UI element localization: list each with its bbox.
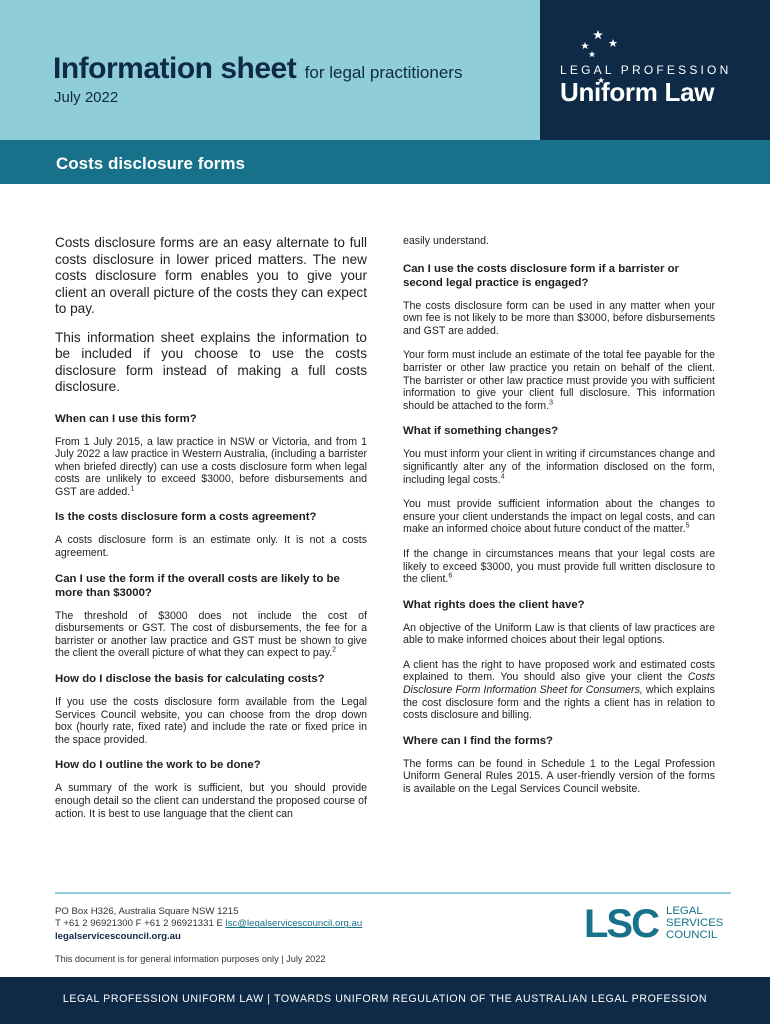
footer-divider bbox=[55, 892, 731, 894]
website-link[interactable]: legalservicescouncil.org.au bbox=[55, 930, 181, 942]
body-paragraph: Your form must include an estimate of the total fee payable for the barrister or other law practice you retain on behalf of the client. The barrister or other law practice must provide you with sufficient information to give your client full disclosure. This information should be attached to the form.$^3$ bbox=[403, 349, 715, 412]
section-heading: When can I use this form? bbox=[55, 412, 197, 425]
section-heading: How do I disclose the basis for calculating costs? bbox=[55, 673, 325, 686]
body-paragraph: If the change in circumstances means that your legal costs are likely to exceed $3000, you must provide full written disclosure to the client.$^6$ bbox=[403, 547, 715, 586]
bottom-banner-text: LEGAL PROFESSION UNIFORM LAW | TOWARDS UNIFORM REGULATION OF THE AUSTRALIAN LEGAL PROFESSION bbox=[62, 993, 708, 1005]
body-paragraph: The forms can be found in Schedule 1 to the Legal Profession Uniform General Rules 2015. A user-friendly version of the forms is available on the Legal Services Council website. bbox=[403, 757, 715, 796]
body-paragraph: The threshold of $3000 does not include the cost of disbursements or GST. The cost of disbursements, the fee for a barrister or another law practice and GST must be shown to give the client the overall picture of what they can expect to pay.$^2$ bbox=[55, 609, 367, 660]
body-paragraph: You must provide sufficient information about the changes to ensure your client understands the impact on legal costs, and can make an informed choice about future conduct of the matter.$^5$ bbox=[403, 498, 715, 536]
lsc-logo-words: LEGAL SERVICES COUNCIL bbox=[666, 905, 724, 941]
section-title: Costs disclosure forms bbox=[56, 154, 245, 173]
intro-paragraph: Costs disclosure forms are an easy alternate to full costs disclosure in lower priced matters. The new costs disclosure form enables you to give your client an overall picture of the costs they can expect to pay. bbox=[55, 235, 367, 316]
section-heading: Can I use the costs disclosure form if a barrister or second legal practice is engaged? bbox=[403, 262, 679, 289]
phone-line: T +61 2 96921300 F +61 2 96921331 E lsc@legalservicescouncil.org.au bbox=[55, 918, 363, 930]
section-heading: What rights does the client have? bbox=[403, 598, 585, 611]
section-heading: Is the costs disclosure form a costs agreement? bbox=[55, 511, 317, 524]
body-paragraph: You must inform your client in writing if circumstances change and significantly alter any of the information disclosed on the form, including legal costs.$^4$ bbox=[403, 448, 715, 486]
footnote-ref: 4 bbox=[500, 473, 505, 480]
body-paragraph: A summary of the work is sufficient, but you should provide enough detail so the client can understand the proposed course of action. It is best to use language that the client can bbox=[55, 782, 367, 820]
disclaimer: This document is for general information purposes only | July 2022 bbox=[55, 954, 326, 964]
footnote-ref: 5 bbox=[685, 522, 690, 530]
document-date: July 2022 bbox=[54, 89, 119, 106]
postal-address: PO Box H326, Australia Square NSW 1215 bbox=[55, 906, 239, 917]
email-link[interactable]: lsc@legalservicescouncil.org.au bbox=[225, 918, 363, 930]
body-paragraph: easily understand. bbox=[403, 235, 489, 247]
body-paragraph: A costs disclosure form is an estimate only. It is not a costs agreement. bbox=[55, 534, 367, 560]
consumer-sheet-title: Costs Disclosure Form Information Sheet for Consumers, bbox=[403, 671, 715, 697]
intro-paragraph: This information sheet explains the information to be included if you choose to use the costs disclosure form instead of making a full costs disclosure. bbox=[55, 329, 367, 394]
body-paragraph: An objective of the Uniform Law is that clients of law practices are able to make informed choices about their legal options. bbox=[403, 621, 715, 647]
document-title bbox=[53, 52, 462, 86]
body-paragraph: If you use the costs disclosure form available from the Legal Services Council website, you can choose from the drop down box (hourly rate, fixed rate) and include the rate or fixed price in the space provided. bbox=[55, 696, 367, 746]
footnote-ref: 2 bbox=[332, 646, 337, 654]
section-heading: Where can I find the forms? bbox=[403, 734, 553, 747]
body-paragraph: The costs disclosure form can be used in any matter when your own fee is not likely to be more than $3000, before disbursements and GST are added. bbox=[403, 299, 715, 337]
left-column bbox=[55, 235, 367, 832]
footnote-ref: 6 bbox=[448, 572, 453, 580]
body-paragraph: From 1 July 2015, a law practice in NSW or Victoria, and from 1 July 2022 a law practice in Western Australia, (including a barrister when briefed directly) can use a costs disclosure form when legal costs are unlikely to exceed $3000, before disbursements and GST are added.$^1$ bbox=[55, 435, 367, 498]
contact-block bbox=[55, 906, 362, 943]
footnote-ref: 1 bbox=[130, 485, 135, 493]
brand-line-bottom: Uniform Law bbox=[560, 77, 715, 107]
section-heading: How do I outline the work to be done? bbox=[55, 759, 261, 772]
section-heading: What if something changes? bbox=[403, 425, 559, 438]
body-paragraph: A client has the right to have proposed work and estimated costs explained to them. You should also give your client the Costs Disclosure Form Information Sheet for Consumers, which explains the cost disclosure form and the rights a client has in relation to costs disclosure and billing. bbox=[403, 658, 715, 722]
title-main: Information sheet bbox=[53, 52, 297, 85]
lsc-logo-mark: LSC bbox=[584, 902, 658, 946]
brand-line-top: LEGAL PROFESSION bbox=[560, 63, 732, 77]
right-column bbox=[403, 235, 715, 808]
footnote-ref: 3 bbox=[549, 399, 553, 407]
section-heading: Can I use the form if the overall costs are likely to be more than $3000? bbox=[55, 572, 340, 599]
title-sub: for legal practitioners bbox=[304, 63, 463, 82]
